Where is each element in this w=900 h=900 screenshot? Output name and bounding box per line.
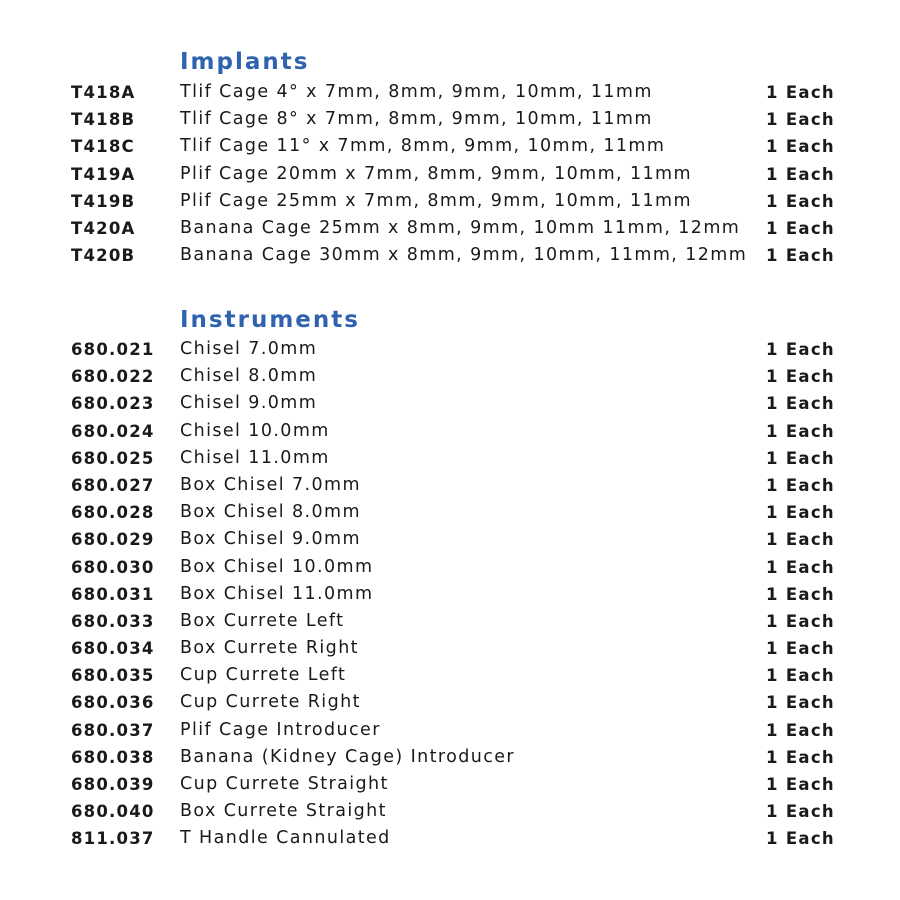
item-description: Plif Cage 25mm x 7mm, 8mm, 9mm, 10mm, 11mm [180,190,692,211]
item-code: T418A [71,83,136,102]
item-quantity: 1 Each [766,110,835,130]
item-description: Box Chisel 11.0mm [180,583,374,604]
item-description: Box Chisel 8.0mm [180,502,361,523]
item-code: 680.038 [71,747,155,767]
instrument-row [0,608,900,635]
item-quantity: 1 Each [766,666,835,686]
item-description: Box Chisel 7.0mm [180,474,361,495]
instrument-row [0,390,900,417]
item-description: Chisel 11.0mm [180,447,330,468]
item-code: T418C [71,137,135,157]
item-code: T420A [71,218,136,238]
instrument-row [0,689,900,716]
item-quantity: 1 Each [766,584,835,604]
item-description: Banana Cage 25mm x 8mm, 9mm, 10mm 11mm, 12mm [180,217,741,238]
item-quantity: 1 Each [766,611,835,631]
instruments-heading: Instruments [180,307,360,333]
instrument-row [0,744,900,771]
instrument-row [0,499,900,526]
item-quantity: 1 Each [766,246,835,266]
item-description: Cup Currete Right [180,692,361,713]
item-description: Box Chisel 10.0mm [180,556,374,577]
item-quantity: 1 Each [766,557,835,577]
instrument-row [0,635,900,662]
item-quantity: 1 Each [766,421,835,441]
item-description: Tlif Cage 8° x 7mm, 8mm, 9mm, 10mm, 11mm [180,109,653,130]
item-quantity: 1 Each [766,802,835,822]
instrument-row [0,717,900,744]
instrument-row [0,554,900,581]
item-quantity: 1 Each [766,218,835,238]
implant-row [0,79,900,106]
item-quantity: 1 Each [766,394,835,414]
implant-row [0,133,900,160]
item-description: Chisel 7.0mm [180,339,318,359]
item-description: Cup Currete Straight [180,774,389,794]
item-quantity: 1 Each [766,164,835,184]
item-quantity: 1 Each [766,693,835,713]
item-description: T Handle Cannulated [180,828,391,849]
item-description: Chisel 10.0mm [180,420,330,441]
item-description: Chisel 8.0mm [180,366,318,387]
item-code: T419B [71,191,136,211]
item-description: Banana Cage 30mm x 8mm, 9mm, 10mm, 11mm, 12mm [180,245,748,266]
item-code: 680.028 [71,503,155,523]
item-description: Plif Cage Introducer [180,719,381,740]
instrument-row [0,526,900,553]
item-code: 680.024 [71,421,155,441]
instrument-row [0,472,900,499]
item-description: Plif Cage 20mm x 7mm, 8mm, 9mm, 10mm, 11mm [180,163,692,184]
item-quantity: 1 Each [766,191,835,211]
item-description: Chisel 9.0mm [180,393,318,414]
instrument-row [0,336,900,363]
item-quantity: 1 Each [766,367,835,387]
item-code: 680.029 [71,530,155,550]
item-code: 680.021 [71,340,155,359]
item-quantity: 1 Each [766,83,835,102]
item-code: 680.034 [71,639,155,659]
item-code: 680.030 [71,557,155,577]
item-description: Box Chisel 9.0mm [180,529,361,550]
item-code: 680.039 [71,775,155,794]
instrument-row [0,418,900,445]
item-quantity: 1 Each [766,503,835,523]
item-quantity: 1 Each [766,639,835,659]
item-quantity: 1 Each [766,475,835,495]
item-code: T420B [71,246,136,266]
item-description: Tlif Cage 11° x 7mm, 8mm, 9mm, 10mm, 11mm [180,136,666,157]
item-description: Cup Currete Left [180,665,347,686]
item-code: T419A [71,164,136,184]
item-code: 680.031 [71,584,155,604]
instrument-row [0,445,900,472]
implant-row [0,242,900,269]
item-code: 680.037 [71,720,155,740]
implants-heading: Implants [180,49,310,75]
implant-row [0,215,900,242]
item-code: 680.027 [71,475,155,495]
item-quantity: 1 Each [766,747,835,767]
implant-row [0,188,900,215]
item-quantity: 1 Each [766,530,835,550]
item-description: Box Currete Left [180,610,345,631]
item-code: 680.023 [71,394,155,414]
implant-row [0,161,900,188]
item-code: 680.035 [71,666,155,686]
item-description: Box Currete Straight [180,801,387,822]
item-code: 680.036 [71,693,155,713]
item-quantity: 1 Each [766,340,835,359]
instrument-row [0,825,900,852]
item-code: 680.022 [71,367,155,387]
item-description: Box Currete Right [180,638,359,659]
item-description: Tlif Cage 4° x 7mm, 8mm, 9mm, 10mm, 11mm [180,82,653,102]
item-quantity: 1 Each [766,720,835,740]
instruments-list [0,336,900,853]
item-description: Banana (Kidney Cage) Introducer [180,746,515,767]
instrument-row [0,798,900,825]
instrument-row [0,662,900,689]
item-quantity: 1 Each [766,448,835,468]
instrument-row [0,581,900,608]
item-quantity: 1 Each [766,775,835,794]
implants-list [0,79,900,269]
item-code: T418B [71,110,136,130]
implant-row [0,106,900,133]
item-code: 680.025 [71,448,155,468]
item-quantity: 1 Each [766,829,835,849]
item-quantity: 1 Each [766,137,835,157]
item-code: 680.033 [71,611,155,631]
item-code: 811.037 [71,829,155,849]
instrument-row [0,363,900,390]
instrument-row [0,771,900,798]
item-code: 680.040 [71,802,155,822]
